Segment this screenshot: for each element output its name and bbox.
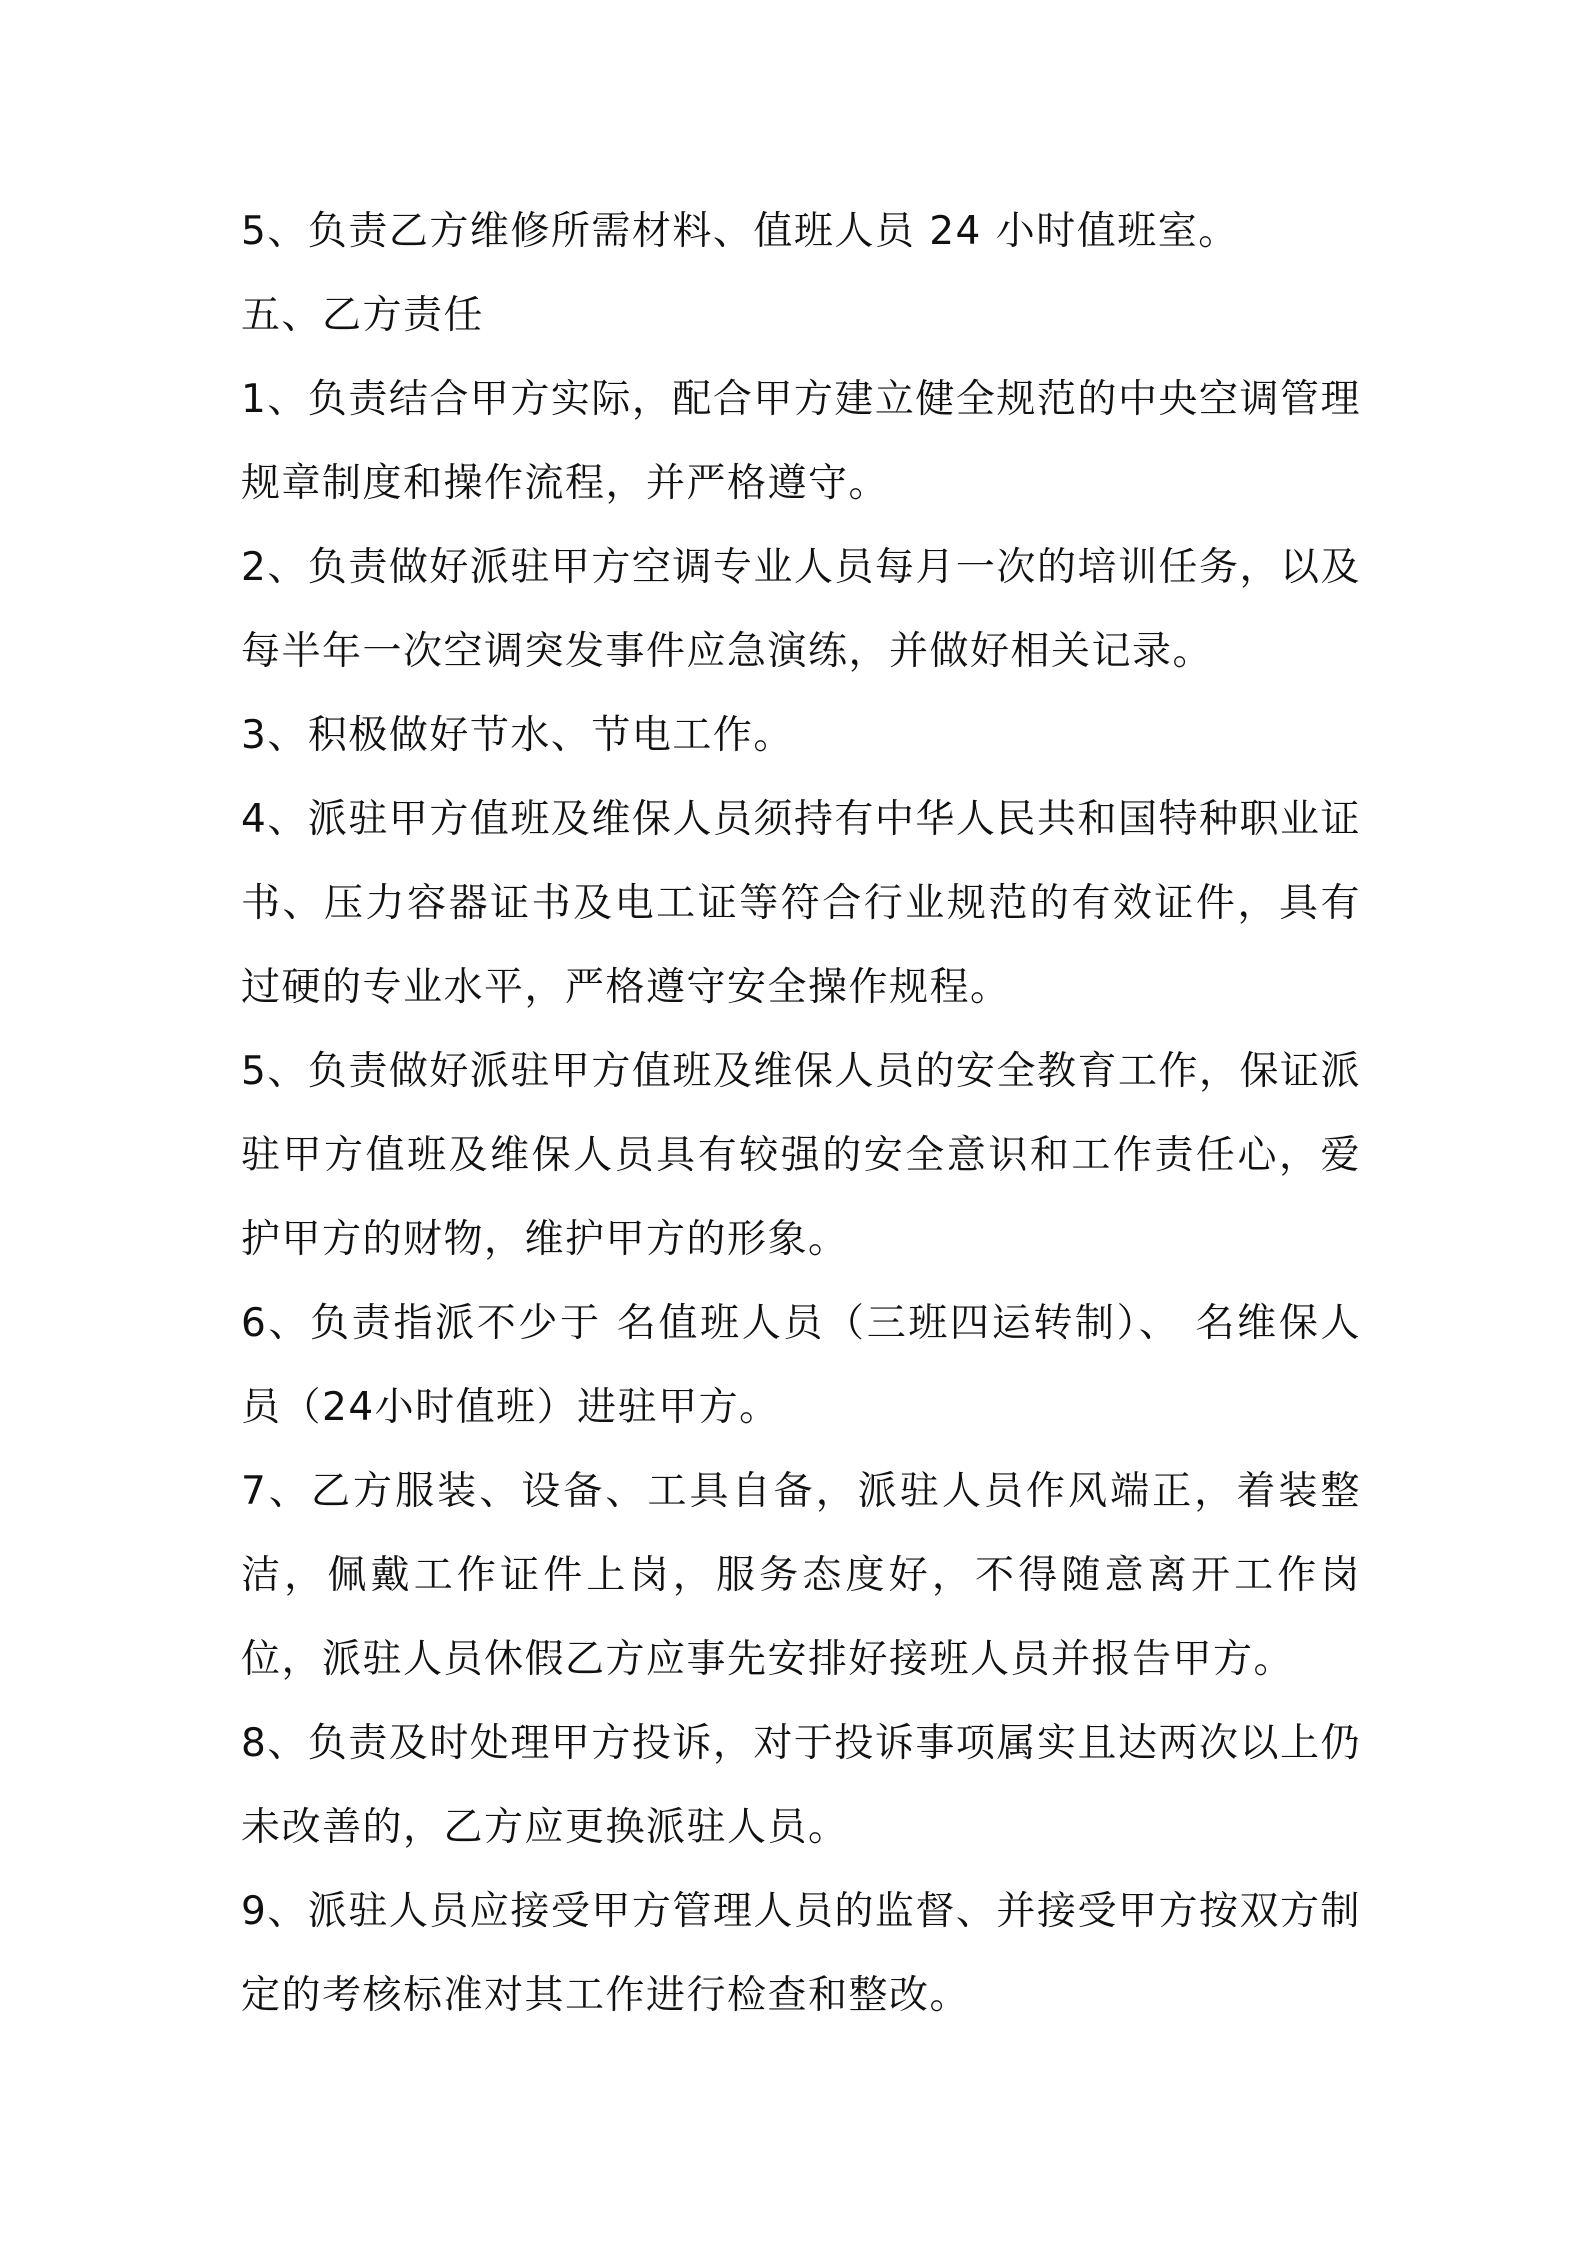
document-body	[241, 190, 1361, 2038]
paragraph-b8: 8、负责及时处理甲方投诉，对于投诉事项属实且达两次以上仍未改善的，乙方应更换派驻人员。	[241, 1721, 1361, 1850]
paragraph-b6: 6、负责指派不少于 名值班人员（三班四运转制）、 名维保人员（24小时值班）进驻甲方。	[241, 1301, 1361, 1430]
paragraph-b7: 7、乙方服装、设备、工具自备，派驻人员作风端正，着装整洁，佩戴工作证件上岗，服务态度好，不得随意离开工作岗位，派驻人员休假乙方应事先安排好接班人员并报告甲方。	[241, 1469, 1361, 1682]
paragraph-b5: 5、负责做好派驻甲方值班及维保人员的安全教育工作，保证派驻甲方值班及维保人员具有较强的安全意识和工作责任心，爱护甲方的财物，维护甲方的形象。	[241, 1049, 1361, 1262]
paragraph-b9: 9、派驻人员应接受甲方管理人员的监督、并接受甲方按双方制定的考核标准对其工作进行检查和整改。	[241, 1889, 1361, 2018]
paragraph-b4: 4、派驻甲方值班及维保人员须持有中华人民共和国特种职业证书、压力容器证书及电工证等符合行业规范的有效证件，具有过硬的专业水平，严格遵守安全操作规程。	[241, 797, 1361, 1010]
paragraph-b3: 3、积极做好节水、节电工作。	[241, 713, 794, 758]
paragraph-b1: 1、负责结合甲方实际，配合甲方建立健全规范的中央空调管理规章制度和操作流程，并严格遵守。	[241, 377, 1361, 506]
section-heading-party-b-responsibilities: 五、乙方责任	[241, 293, 485, 338]
paragraph-item5-materials: 5、负责乙方维修所需材料、值班人员 24 小时值班室。	[241, 209, 1239, 254]
paragraph-b2: 2、负责做好派驻甲方空调专业人员每月一次的培训任务，以及每半年一次空调突发事件应急演练，并做好相关记录。	[241, 545, 1361, 674]
